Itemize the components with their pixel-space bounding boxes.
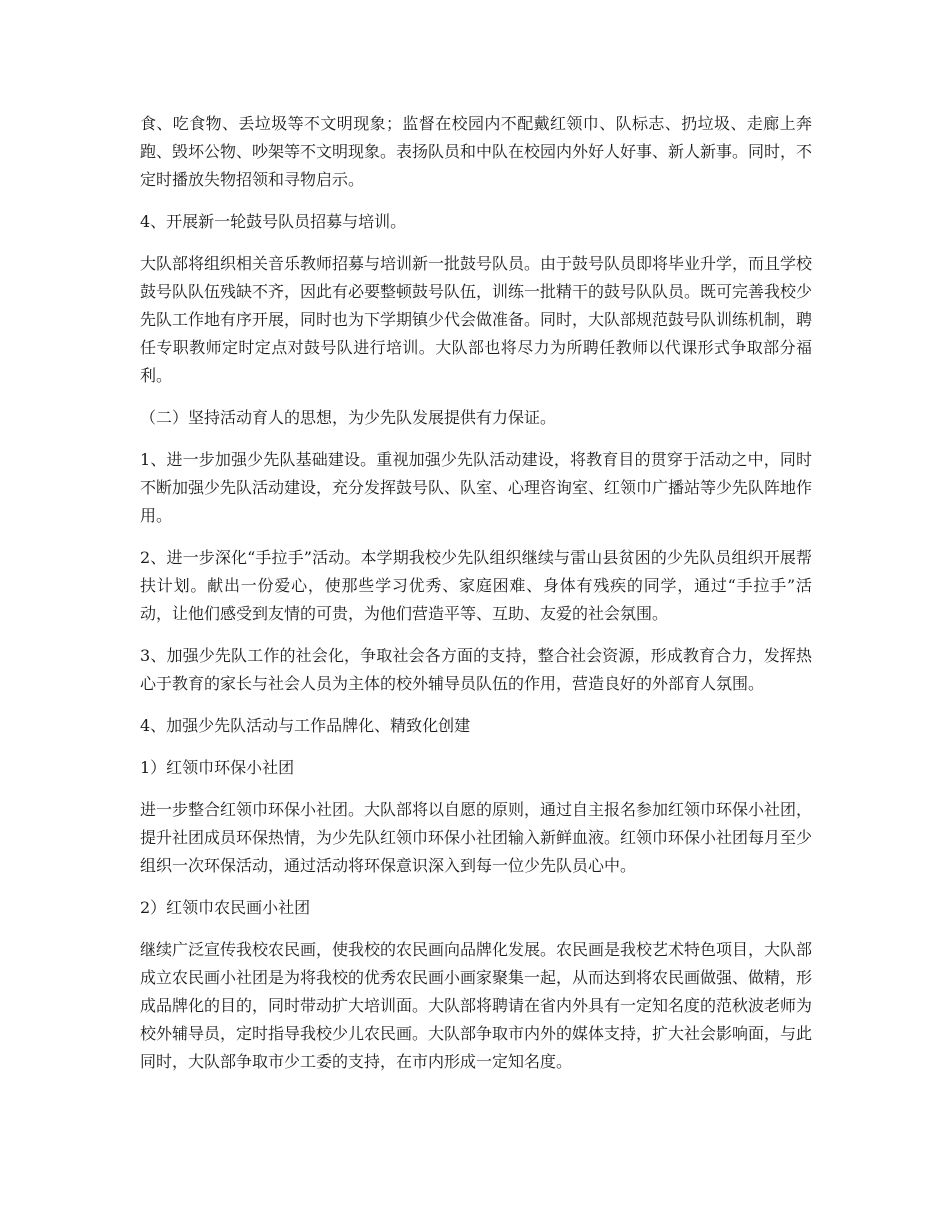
paragraph-peasant-painting-club: 继续广泛宣传我校农民画，使我校的农民画向品牌化发展。农民画是我校艺术特色项目，大队部成立农民画小社团是为将我校的优秀农民画小画家聚集一起，从而达到将农民画做强、做精，形成品牌化的目的，同时带动扩大培训面。大队部将聘请在省内外具有一定知名度的范秋波老师为校外辅导员，定时指导我校少儿农民画。大队部争取市内外的媒体支持，扩大社会影响面，与此同时，大队部争取市少工委的支持，在市内形成一定知名度。 (140, 940, 813, 1071)
paragraph-drum-recruitment: 大队部将组织相关音乐教师招募与培训新一批鼓号队员。由于鼓号队员即将毕业升学，而且学校鼓号队队伍残缺不齐，因此有必要整顿鼓号队伍，训练一批精干的鼓号队队员。既可完善我校少先队工作地有序开展，同时也为下学期镇少代会做准备。同时，大队部规范鼓号队训练机制，聘任专职教师定时定点对鼓号队进行培训。大队部也将尽力为所聘任教师以代课形式争取部分福利。 (140, 254, 813, 385)
paragraph-hand-in-hand: 2、进一步深化“手拉手”活动。本学期我校少先队组织继续与雷山县贫困的少先队员组织开展帮扶计划。献出一份爱心，使那些学习优秀、家庭困难、身体有残疾的同学，通过“手拉手”活动，让他们感受到友情的可贵，为他们营造平等、互助、友爱的社会氛围。 (140, 548, 812, 623)
paragraph-socialization: 3、加强少先队工作的社会化，争取社会各方面的支持，整合社会资源，形成教育合力，发挥热心于教育的家长与社会人员为主体的校外辅导员队伍的作用，营造良好的外部育人氛围。 (140, 646, 812, 693)
paragraph-eco-club: 进一步整合红领巾环保小社团。大队部将以自愿的原则，通过自主报名参加红领巾环保小社团，提升社团成员环保热情，为少先队红领巾环保小社团输入新鲜血液。红领巾环保小社团每月至少组织一次环保活动，通过活动将环保意识深入到每一位少先队员心中。 (140, 800, 813, 875)
heading-branding: 4、加强少先队活动与工作品牌化、精致化创建 (140, 716, 471, 735)
heading-drum-recruitment: 4、开展新一轮鼓号队员招募与培训。 (140, 212, 407, 231)
subheading-eco-club: 1）红领巾环保小社团 (140, 758, 295, 777)
subheading-peasant-painting-club: 2）红领巾农民画小社团 (140, 898, 311, 917)
paragraph-civility-supervision: 食、吃食物、丢垃圾等不文明现象；监督在校园内不配戴红领巾、队标志、扔垃圾、走廊上奔跑、毁坏公物、吵架等不文明现象。表扬队员和中队在校园内外好人好事、新人新事。同时，不定时播放失物招领和寻物启示。 (140, 114, 813, 189)
paragraph-basic-construction: 1、进一步加强少先队基础建设。重视加强少先队活动建设，将教育目的贯穿于活动之中，同时不断加强少先队活动建设，充分发挥鼓号队、队室、心理咨询室、红领巾广播站等少先队阵地作用。 (140, 450, 813, 525)
document-body (140, 110, 812, 1090)
section-heading-activity-education: （二）坚持活动育人的思想，为少先队发展提供有力保证。 (140, 408, 557, 427)
